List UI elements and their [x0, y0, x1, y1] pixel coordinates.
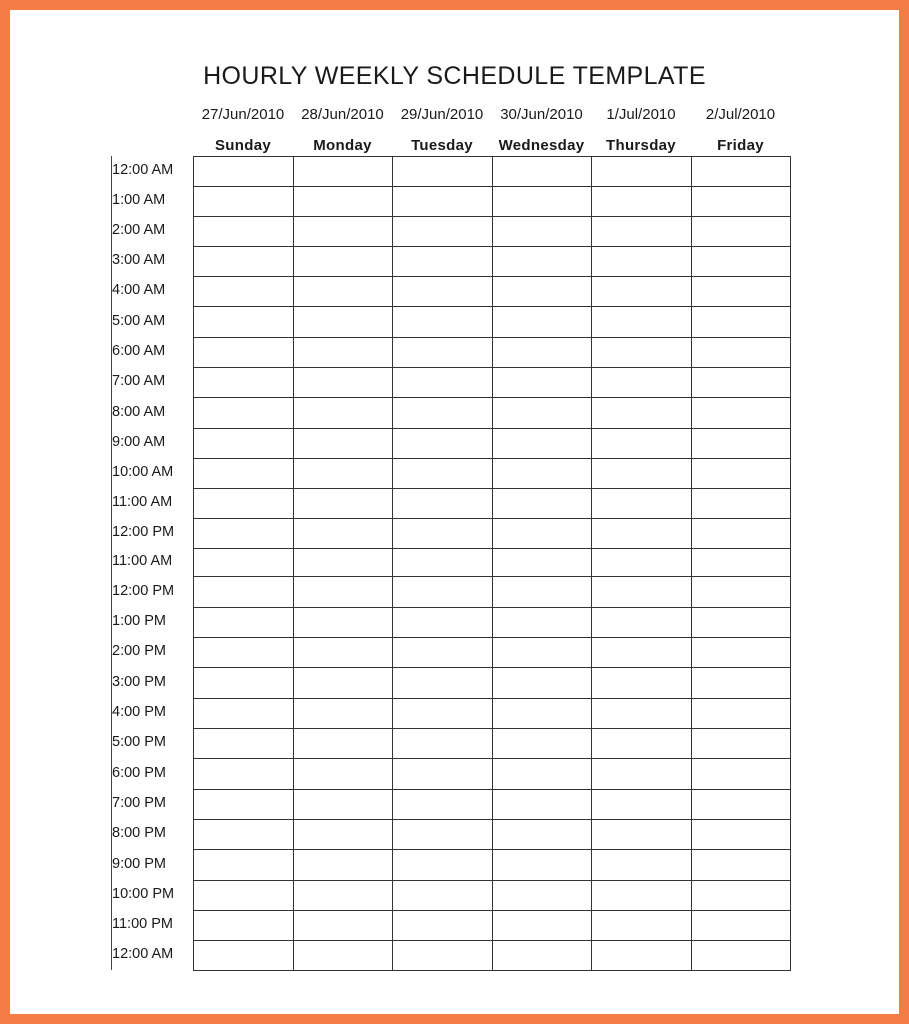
schedule-cell[interactable]: [194, 911, 293, 940]
schedule-cell[interactable]: [493, 398, 592, 428]
grid-horizontal-line: [193, 940, 791, 941]
schedule-cell[interactable]: [493, 820, 592, 849]
schedule-cell[interactable]: [692, 608, 791, 637]
schedule-cell[interactable]: [592, 459, 691, 488]
time-label: 10:00 AM: [112, 464, 174, 480]
schedule-cell[interactable]: [692, 699, 791, 728]
schedule-cell[interactable]: [493, 519, 592, 548]
schedule-cell[interactable]: [493, 911, 592, 940]
schedule-cell[interactable]: [493, 157, 592, 186]
grid-horizontal-line: [193, 548, 791, 549]
schedule-cell[interactable]: [592, 338, 691, 367]
schedule-cell[interactable]: [194, 217, 293, 246]
schedule-cell[interactable]: [294, 699, 393, 728]
schedule-cell[interactable]: [692, 398, 791, 428]
schedule-cell[interactable]: [393, 187, 492, 216]
schedule-cell[interactable]: [592, 429, 691, 458]
time-label: 2:00 PM: [112, 643, 166, 659]
schedule-cell[interactable]: [393, 577, 492, 607]
schedule-cell[interactable]: [194, 489, 293, 518]
schedule-cell[interactable]: [294, 820, 393, 849]
schedule-cell[interactable]: [493, 577, 592, 607]
schedule-cell[interactable]: [493, 338, 592, 367]
schedule-cell[interactable]: [493, 759, 592, 789]
schedule-cell[interactable]: [692, 729, 791, 758]
schedule-cell[interactable]: [692, 941, 791, 970]
schedule-cell[interactable]: [692, 277, 791, 306]
schedule-cell[interactable]: [493, 699, 592, 728]
schedule-cell[interactable]: [294, 577, 393, 607]
time-label: 2:00 AM: [112, 222, 166, 238]
schedule-cell[interactable]: [194, 398, 293, 428]
schedule-cell[interactable]: [393, 519, 492, 548]
schedule-cell[interactable]: [493, 549, 592, 576]
schedule-cell[interactable]: [493, 608, 592, 637]
column-day: Tuesday: [411, 137, 473, 154]
schedule-cell[interactable]: [194, 881, 293, 910]
schedule-cell[interactable]: [592, 549, 691, 576]
schedule-cell[interactable]: [294, 668, 393, 698]
schedule-cell[interactable]: [294, 911, 393, 940]
grid-horizontal-line: [193, 637, 791, 638]
schedule-cell[interactable]: [393, 398, 492, 428]
schedule-sheet: [10, 10, 899, 1014]
grid-horizontal-line: [193, 576, 791, 577]
grid-horizontal-line: [193, 970, 791, 971]
schedule-cell[interactable]: [393, 157, 492, 186]
schedule-cell[interactable]: [592, 577, 691, 607]
schedule-cell[interactable]: [592, 368, 691, 397]
schedule-cell[interactable]: [493, 850, 592, 880]
schedule-cell[interactable]: [393, 608, 492, 637]
schedule-cell[interactable]: [393, 459, 492, 488]
schedule-cell[interactable]: [194, 157, 293, 186]
schedule-cell[interactable]: [592, 307, 691, 337]
schedule-cell[interactable]: [194, 790, 293, 819]
schedule-cell[interactable]: [194, 459, 293, 488]
schedule-cell[interactable]: [692, 307, 791, 337]
schedule-cell[interactable]: [692, 187, 791, 216]
schedule-cell[interactable]: [393, 911, 492, 940]
schedule-cell[interactable]: [493, 277, 592, 306]
schedule-cell[interactable]: [493, 790, 592, 819]
schedule-cell[interactable]: [194, 850, 293, 880]
schedule-cell[interactable]: [294, 759, 393, 789]
time-label: 1:00 PM: [112, 613, 166, 629]
schedule-cell[interactable]: [493, 307, 592, 337]
grid-horizontal-line: [193, 518, 791, 519]
schedule-cell[interactable]: [393, 338, 492, 367]
time-label: 6:00 PM: [112, 764, 166, 781]
schedule-cell[interactable]: [393, 247, 492, 276]
schedule-cell[interactable]: [194, 338, 293, 367]
schedule-cell[interactable]: [294, 790, 393, 819]
schedule-cell[interactable]: [592, 820, 691, 849]
schedule-cell[interactable]: [493, 187, 592, 216]
grid-horizontal-line: [193, 367, 791, 368]
schedule-cell[interactable]: [294, 850, 393, 880]
schedule-cell[interactable]: [592, 519, 691, 548]
schedule-cell[interactable]: [393, 850, 492, 880]
schedule-cell[interactable]: [592, 187, 691, 216]
column-date: 30/Jun/2010: [500, 106, 583, 123]
time-label: 12:00 PM: [112, 582, 175, 599]
schedule-cell[interactable]: [592, 217, 691, 246]
schedule-cell[interactable]: [493, 489, 592, 518]
schedule-cell[interactable]: [194, 519, 293, 548]
schedule-cell[interactable]: [592, 489, 691, 518]
schedule-cell[interactable]: [393, 217, 492, 246]
schedule-cell[interactable]: [692, 820, 791, 849]
schedule-cell[interactable]: [194, 549, 293, 576]
schedule-cell[interactable]: [592, 157, 691, 186]
time-label: 1:00 AM: [112, 192, 166, 208]
grid-horizontal-line: [193, 156, 791, 157]
schedule-cell[interactable]: [692, 549, 791, 576]
column-date: 1/Jul/2010: [606, 106, 676, 123]
schedule-cell[interactable]: [194, 820, 293, 849]
column-date: 28/Jun/2010: [301, 106, 384, 123]
schedule-cell[interactable]: [592, 759, 691, 789]
time-label: 9:00 AM: [112, 434, 166, 450]
time-label: 12:00 AM: [112, 162, 174, 178]
time-label: 3:00 AM: [112, 252, 166, 268]
schedule-cell[interactable]: [194, 368, 293, 397]
schedule-cell[interactable]: [493, 941, 592, 970]
schedule-cell[interactable]: [294, 941, 393, 970]
grid-horizontal-line: [193, 276, 791, 277]
schedule-cell[interactable]: [393, 307, 492, 337]
column-date: 2/Jul/2010: [705, 106, 776, 123]
time-label: 9:00 PM: [112, 855, 166, 872]
grid-horizontal-line: [193, 186, 791, 187]
schedule-cell[interactable]: [692, 577, 791, 607]
schedule-cell[interactable]: [592, 790, 691, 819]
schedule-cell[interactable]: [493, 217, 592, 246]
schedule-cell[interactable]: [194, 941, 293, 970]
schedule-cell[interactable]: [194, 429, 293, 458]
time-label: 4:00 PM: [112, 704, 166, 720]
schedule-cell[interactable]: [592, 699, 691, 728]
schedule-cell[interactable]: [692, 429, 791, 458]
schedule-cell[interactable]: [393, 759, 492, 789]
schedule-cell[interactable]: [294, 307, 393, 337]
schedule-cell[interactable]: [393, 729, 492, 758]
schedule-cell[interactable]: [692, 668, 791, 698]
schedule-cell[interactable]: [692, 850, 791, 880]
schedule-cell[interactable]: [294, 729, 393, 758]
time-label: 8:00 AM: [112, 403, 166, 420]
time-label: 4:00 AM: [112, 282, 166, 298]
column-day: Friday: [717, 137, 764, 154]
schedule-cell[interactable]: [592, 668, 691, 698]
time-label: 11:00 PM: [112, 916, 173, 932]
schedule-cell[interactable]: [692, 759, 791, 789]
schedule-cell[interactable]: [294, 277, 393, 306]
column-day: Sunday: [215, 137, 271, 154]
time-label: 11:00 AM: [112, 553, 173, 569]
column-day: Monday: [313, 137, 372, 154]
grid-horizontal-line: [193, 849, 791, 850]
column-date: 29/Jun/2010: [400, 106, 484, 123]
schedule-cell[interactable]: [294, 217, 393, 246]
schedule-cell[interactable]: [692, 489, 791, 518]
grid-horizontal-line: [193, 880, 791, 881]
time-label: 5:00 AM: [112, 312, 166, 329]
schedule-cell[interactable]: [592, 729, 691, 758]
schedule-cell[interactable]: [592, 881, 691, 910]
schedule-cell[interactable]: [493, 368, 592, 397]
schedule-cell[interactable]: [692, 338, 791, 367]
grid-horizontal-line: [193, 337, 791, 338]
schedule-cell[interactable]: [493, 459, 592, 488]
schedule-cell[interactable]: [692, 790, 791, 819]
schedule-cell[interactable]: [592, 850, 691, 880]
schedule-cell[interactable]: [294, 247, 393, 276]
schedule-cell[interactable]: [393, 699, 492, 728]
schedule-cell[interactable]: [294, 338, 393, 367]
time-label: 10:00 PM: [112, 886, 175, 902]
grid-horizontal-line: [193, 246, 791, 247]
schedule-cell[interactable]: [393, 941, 492, 970]
schedule-cell[interactable]: [493, 729, 592, 758]
time-label: 7:00 PM: [112, 795, 166, 811]
grid-horizontal-line: [193, 910, 791, 911]
schedule-cell[interactable]: [393, 820, 492, 849]
column-day: Thursday: [606, 137, 676, 154]
grid-horizontal-line: [193, 458, 791, 459]
schedule-cell[interactable]: [692, 881, 791, 910]
schedule-cell[interactable]: [194, 577, 293, 607]
schedule-cell[interactable]: [493, 881, 592, 910]
schedule-cell[interactable]: [592, 398, 691, 428]
schedule-cell[interactable]: [393, 549, 492, 576]
schedule-cell[interactable]: [294, 519, 393, 548]
grid-horizontal-line: [193, 397, 791, 398]
schedule-cell[interactable]: [194, 277, 293, 306]
schedule-cell[interactable]: [393, 368, 492, 397]
schedule-cell[interactable]: [692, 459, 791, 488]
grid-horizontal-line: [193, 428, 791, 429]
schedule-cell[interactable]: [393, 668, 492, 698]
schedule-cell[interactable]: [592, 277, 691, 306]
schedule-cell[interactable]: [194, 699, 293, 728]
grid-horizontal-line: [193, 216, 791, 217]
page-title: HOURLY WEEKLY SCHEDULE TEMPLATE: [203, 62, 706, 90]
grid-horizontal-line: [193, 789, 791, 790]
schedule-cell[interactable]: [592, 608, 691, 637]
time-label: 11:00 AM: [112, 494, 173, 510]
time-label: 5:00 PM: [112, 734, 166, 750]
schedule-cell[interactable]: [692, 911, 791, 940]
schedule-cell[interactable]: [294, 157, 393, 186]
schedule-cell[interactable]: [592, 911, 691, 940]
time-label: 12:00 PM: [112, 524, 175, 540]
schedule-cell[interactable]: [393, 638, 492, 667]
grid-horizontal-line: [193, 758, 791, 759]
schedule-cell[interactable]: [692, 217, 791, 246]
schedule-cell[interactable]: [294, 459, 393, 488]
schedule-cell[interactable]: [692, 638, 791, 667]
schedule-cell[interactable]: [194, 307, 293, 337]
time-label: 7:00 AM: [112, 373, 166, 389]
grid-horizontal-line: [193, 306, 791, 307]
schedule-cell[interactable]: [493, 429, 592, 458]
time-label: 8:00 PM: [112, 825, 166, 841]
schedule-cell[interactable]: [493, 247, 592, 276]
schedule-cell[interactable]: [194, 729, 293, 758]
schedule-cell[interactable]: [592, 247, 691, 276]
grid-horizontal-line: [193, 698, 791, 699]
time-label: 12:00 AM: [112, 946, 174, 962]
schedule-cell[interactable]: [294, 549, 393, 576]
schedule-cell[interactable]: [692, 519, 791, 548]
schedule-cell[interactable]: [393, 489, 492, 518]
schedule-cell[interactable]: [294, 398, 393, 428]
schedule-cell[interactable]: [294, 429, 393, 458]
schedule-cell[interactable]: [692, 247, 791, 276]
schedule-cell[interactable]: [592, 638, 691, 667]
schedule-cell[interactable]: [294, 187, 393, 216]
column-day: Wednesday: [498, 137, 585, 154]
schedule-cell[interactable]: [393, 277, 492, 306]
schedule-cell[interactable]: [493, 638, 592, 667]
schedule-cell[interactable]: [692, 368, 791, 397]
time-label: 3:00 PM: [112, 673, 166, 690]
column-date: 27/Jun/2010: [201, 106, 285, 123]
schedule-cell[interactable]: [194, 247, 293, 276]
grid-horizontal-line: [193, 728, 791, 729]
schedule-cell[interactable]: [393, 429, 492, 458]
schedule-cell[interactable]: [194, 638, 293, 667]
schedule-cell[interactable]: [592, 941, 691, 970]
grid-horizontal-line: [193, 607, 791, 608]
schedule-cell[interactable]: [393, 881, 492, 910]
schedule-cell[interactable]: [194, 668, 293, 698]
schedule-cell[interactable]: [692, 157, 791, 186]
schedule-cell[interactable]: [194, 608, 293, 637]
grid-horizontal-line: [193, 819, 791, 820]
schedule-cell[interactable]: [194, 759, 293, 789]
schedule-cell[interactable]: [294, 368, 393, 397]
schedule-cell[interactable]: [294, 489, 393, 518]
schedule-cell[interactable]: [393, 790, 492, 819]
time-label: 6:00 AM: [112, 343, 166, 359]
schedule-cell[interactable]: [294, 881, 393, 910]
schedule-cell[interactable]: [294, 608, 393, 637]
schedule-cell[interactable]: [493, 668, 592, 698]
schedule-cell[interactable]: [194, 187, 293, 216]
schedule-cell[interactable]: [294, 638, 393, 667]
grid-horizontal-line: [193, 667, 791, 668]
grid-horizontal-line: [193, 488, 791, 489]
